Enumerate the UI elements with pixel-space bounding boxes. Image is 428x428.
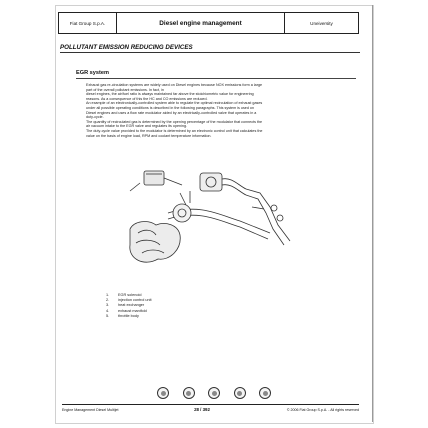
copyright: © 2006 Fiat Group S.p.A. - All rights reserved [286,407,359,412]
ferrari-logo-icon [259,387,271,399]
lancia-logo-icon [183,387,195,399]
body-text [86,83,344,138]
footer-title: Engine Management Diesel Multijet [62,407,119,412]
egr-system-diagram [120,163,305,281]
body-line: Exhaust gas re-circulation systems are widely used on Diesel engines because NOX emissions form a large [86,83,263,87]
fiat-logo-icon [157,387,169,399]
egr-solenoid-part [144,171,164,185]
legend-list [106,293,152,319]
legend-item: 2. injection control unit [106,298,152,303]
body-line: duty-cycle. [86,115,104,120]
injection-control-unit-part [200,173,222,191]
subsection-divider [76,78,356,79]
body-line: part of the overall pollutant emissions. In fact, in [86,87,164,92]
body-line: value on the basis of engine load, RPM and coolant temperature information. [86,133,212,138]
legend-item: 3. heat exchanger [106,303,145,308]
header-table [58,12,359,34]
body-line: The quantity of recirculated gas is determined by the opening percentage of the modulator that connects the [86,119,263,124]
maserati-logo-icon [234,387,246,399]
header-title: Diesel engine management [117,13,285,33]
body-line: Diesel engines and uses a flow rate modulator aided by an electrically-controlled valve that operates in a [86,110,257,115]
legend-item: 5. throttle body [106,313,139,318]
subsection-title: EGR system [76,70,109,76]
body-line: diesel engines, the air/fuel ratio is always maintained far above the stoichiometric value for engineering [86,92,254,97]
alfa-romeo-logo-icon [208,387,220,399]
legend-item: 1. EGR solenoid [106,293,142,297]
page-number: 28 / 392 [194,407,210,412]
body-line: air vacuum intake to the EGR valve and regulates its opening. [86,124,188,129]
brand-logos [157,386,271,400]
header-company: Fiat Group S.p.A. [59,13,117,33]
footer [62,404,359,414]
body-line: An example of an electronically-controlled system able to regulate the optimal recirculation of exhaust gases [86,101,263,106]
section-title: POLLUTANT EMISSION REDUCING DEVICES [60,44,360,53]
body-line: The duty-cycle value provided to the modulator is determined by an electronic control unit that calculates the [86,128,263,133]
header-section: Uneiversity [310,20,333,26]
throttle-body-part [173,204,191,222]
body-line: reasons. As a consequence of this the HC and CO emissions are reduced. [86,96,208,101]
body-line: under all possible operating conditions is described in the following paragraphs. This system is used on [86,105,255,110]
legend-item: 4. exhaust manifold [106,308,147,313]
page-edge-shadow [372,5,373,422]
